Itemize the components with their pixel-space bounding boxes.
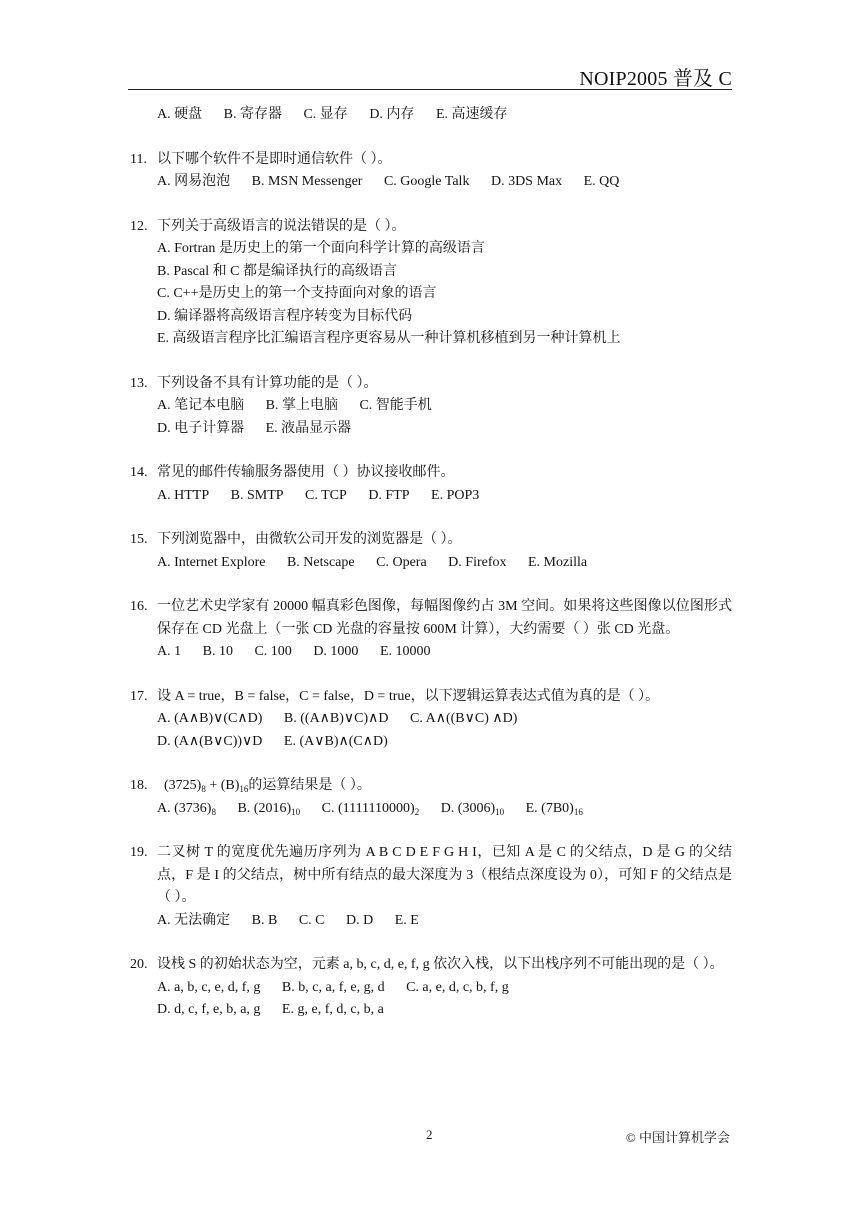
option-c bbox=[322, 798, 420, 821]
option-a: A. 无法确定 bbox=[157, 912, 231, 928]
options-row bbox=[157, 731, 732, 754]
option-d bbox=[441, 798, 504, 821]
question-13 bbox=[130, 373, 732, 441]
question-number: 16. bbox=[130, 599, 148, 614]
option-a: A. 网易泡泡 bbox=[157, 174, 231, 189]
option-d: D. 3DS Max bbox=[490, 174, 563, 189]
options-row bbox=[130, 552, 732, 575]
header-divider bbox=[128, 89, 732, 90]
question-number: 19. bbox=[130, 845, 148, 860]
options-row bbox=[157, 418, 732, 441]
option-c: C. Opera bbox=[376, 554, 427, 570]
option-e: E. 高速缓存 bbox=[435, 107, 508, 122]
option-base: 10 bbox=[291, 806, 301, 817]
question-number: 14. bbox=[130, 465, 148, 480]
question-11 bbox=[130, 149, 732, 194]
option-b bbox=[237, 798, 300, 821]
option-label: E. (7B0) bbox=[525, 800, 574, 816]
option-c: C. A∧((B∨C) ∧D) bbox=[410, 711, 518, 726]
options-row bbox=[130, 641, 732, 664]
option-a: A. HTTP bbox=[157, 487, 210, 503]
option-b: B. 10 bbox=[202, 644, 233, 659]
option-d: D. 编译器将高级语言程序转变为目标代码 bbox=[157, 308, 413, 324]
option-a: A. Fortran 是历史上的第一个面向科学计算的高级语言 bbox=[157, 241, 485, 256]
question-16 bbox=[130, 596, 732, 664]
question-12 bbox=[130, 216, 732, 351]
question-number: 13. bbox=[130, 375, 148, 391]
question-19 bbox=[130, 842, 732, 932]
question-text: 设栈 S 的初始状态为空，元素 a, b, c, d, e, f, g 依次入栈，以下出栈序列不可能出现的是（ ）。 bbox=[157, 957, 724, 972]
option-a bbox=[157, 798, 216, 821]
option-c: C. C++是历史上的第一个支持面向对象的语言 bbox=[157, 286, 437, 301]
question-text bbox=[157, 775, 732, 798]
option-base: 16 bbox=[573, 806, 583, 817]
options-row bbox=[157, 708, 732, 731]
option-a: A. (A∧B)∨(C∧D) bbox=[157, 711, 263, 726]
question-number: 12. bbox=[130, 218, 148, 234]
option-d: D. 电子计算器 bbox=[157, 420, 245, 436]
question-text: 设 A = true，B = false，C = false，D = true，以下逻辑运算表达式值为真的是（ ）。 bbox=[157, 688, 660, 704]
option-e: E. (A∨B)∧(C∧D) bbox=[283, 733, 388, 749]
option-d: D. D bbox=[346, 912, 374, 928]
option-c: C. TCP bbox=[305, 487, 347, 503]
option-a: A. 1 bbox=[157, 644, 182, 659]
option-b: B. 寄存器 bbox=[223, 107, 282, 122]
option-b: B. SMTP bbox=[230, 487, 284, 503]
option-d: D. FTP bbox=[368, 487, 410, 503]
option-e: E. 液晶显示器 bbox=[265, 420, 352, 436]
option-label: D. (3006) bbox=[440, 800, 496, 816]
option-a: A. Internet Explore bbox=[157, 554, 266, 570]
question-text: 下列设备不具有计算功能的是（ ）。 bbox=[157, 375, 378, 391]
question-text: 以下哪个软件不是即时通信软件（ ）。 bbox=[157, 151, 392, 167]
header-title: NOIP2005 普及 C bbox=[579, 68, 732, 90]
option-a: A. 硬盘 bbox=[157, 107, 203, 122]
options-block bbox=[130, 238, 732, 351]
question-number: 17. bbox=[130, 688, 148, 704]
question-text: 一位艺术史学家有 20000 幅真彩色图像，每幅图像约占 3M 空间。如果将这些图像以位图形式保存在 CD 光盘上（一张 CD 光盘的容量按 600M 计算），大约需要（ ）张 CD 光盘。 bbox=[157, 599, 732, 637]
page-number: 2 bbox=[426, 1127, 433, 1142]
option-b: B. ((A∧B)∨C)∧D bbox=[283, 711, 389, 726]
options-row bbox=[130, 910, 732, 933]
options-row bbox=[157, 977, 732, 1000]
option-d: D. d, c, f, e, b, a, g bbox=[157, 1002, 261, 1017]
question-18 bbox=[130, 775, 732, 820]
option-d: D. Firefox bbox=[448, 554, 507, 570]
option-d: D. 内存 bbox=[369, 107, 415, 122]
option-b: B. Pascal 和 C 都是编译执行的高级语言 bbox=[157, 263, 397, 279]
question-text: 常见的邮件传输服务器使用（ ）协议接收邮件。 bbox=[157, 465, 455, 480]
option-base: 8 bbox=[211, 806, 216, 817]
option-c: C. 100 bbox=[254, 644, 292, 659]
option-e: E. Mozilla bbox=[528, 554, 588, 570]
options-row bbox=[130, 104, 732, 127]
option-b: B. b, c, a, f, e, g, d bbox=[281, 979, 385, 995]
option-b: B. 掌上电脑 bbox=[265, 398, 338, 413]
option-a: A. 笔记本电脑 bbox=[157, 398, 245, 413]
option-a: A. a, b, c, e, d, f, g bbox=[157, 979, 261, 995]
option-c: C. Google Talk bbox=[383, 174, 470, 189]
option-label: B. (2016) bbox=[237, 800, 292, 816]
question-text: 下列关于高级语言的说法错误的是（ ）。 bbox=[157, 218, 406, 234]
question-number: 18. bbox=[130, 778, 148, 793]
option-d: D. 1000 bbox=[313, 644, 359, 659]
option-e: E. POP3 bbox=[431, 487, 480, 503]
question-number: 15. bbox=[130, 532, 148, 547]
option-b: B. Netscape bbox=[286, 554, 355, 570]
option-base: 10 bbox=[495, 806, 505, 817]
question-list bbox=[130, 104, 732, 1044]
operand-a-base: 8 bbox=[201, 784, 206, 794]
question-14 bbox=[130, 462, 732, 507]
option-c: C. C bbox=[298, 912, 325, 928]
options-row bbox=[157, 395, 732, 418]
operand-b-base: 16 bbox=[239, 784, 249, 794]
option-label: A. (3736) bbox=[157, 800, 212, 816]
copyright-notice: © 中国计算机学会 bbox=[625, 1130, 730, 1145]
option-c: C. 显存 bbox=[303, 107, 348, 122]
question-10-options bbox=[130, 104, 732, 127]
question-17 bbox=[130, 686, 732, 754]
option-e: E. 高级语言程序比汇编语言程序更容易从一种计算机移植到另一种计算机上 bbox=[157, 331, 621, 346]
question-number: 11. bbox=[130, 151, 147, 167]
question-text: 下列浏览器中，由微软公司开发的浏览器是（ ）。 bbox=[157, 532, 462, 547]
options-row bbox=[130, 171, 732, 194]
option-e: E. 10000 bbox=[379, 644, 431, 659]
option-base: 2 bbox=[414, 806, 420, 817]
option-b: B. MSN Messenger bbox=[251, 174, 363, 189]
option-c: C. 智能手机 bbox=[359, 398, 432, 413]
option-c: C. a, e, d, c, b, f, g bbox=[406, 979, 509, 995]
option-e: E. g, e, f, d, c, b, a bbox=[281, 1002, 384, 1017]
option-e bbox=[526, 798, 583, 821]
operand-b: + (B) bbox=[205, 778, 240, 793]
options-block bbox=[130, 977, 732, 1022]
operand-a: (3725) bbox=[164, 778, 202, 793]
options-row bbox=[130, 485, 732, 508]
question-20 bbox=[130, 954, 732, 1022]
option-label: C. (1111110000) bbox=[321, 800, 415, 816]
question-text: 二叉树 T 的宽度优先遍历序列为 A B C D E F G H I，已知 A 是 C 的父结点，D 是 G 的父结点，F 是 I 的父结点，树中所有结点的最大深度为 3（根结点深度设为 0），可知 F 的父结点是（ ）。 bbox=[157, 845, 732, 905]
question-15 bbox=[130, 529, 732, 574]
question-tail: 的运算结果是（ ）。 bbox=[248, 778, 371, 793]
options-block bbox=[130, 708, 732, 753]
options-row bbox=[130, 798, 732, 821]
options-row bbox=[157, 999, 732, 1022]
option-b: B. B bbox=[251, 912, 278, 928]
option-d: D. (A∧(B∨C))∨D bbox=[157, 733, 263, 749]
option-e: E. E bbox=[394, 912, 419, 928]
question-number: 20. bbox=[130, 957, 148, 972]
options-block bbox=[130, 395, 732, 440]
option-e: E. QQ bbox=[583, 174, 620, 189]
